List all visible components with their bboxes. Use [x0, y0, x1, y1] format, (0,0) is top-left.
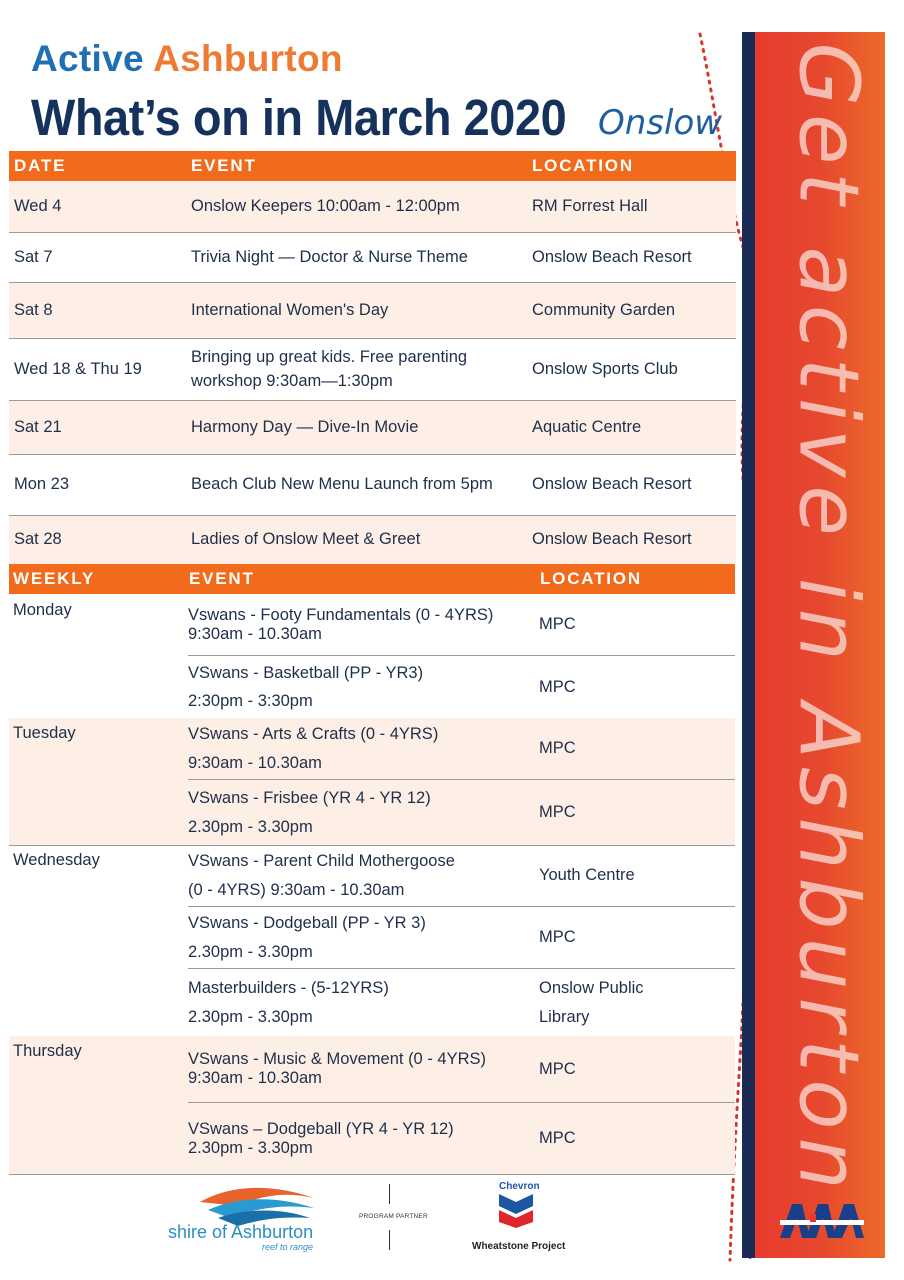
- event-name: Ladies of Onslow Meet & Greet: [191, 530, 421, 549]
- chevron-logo: [499, 1194, 533, 1228]
- weekly-location: MPC: [539, 1129, 576, 1148]
- weekly-location: MPC: [539, 803, 576, 822]
- wheatstone-project-name: Wheatstone Project: [472, 1241, 566, 1252]
- page-title: What’s on in March 2020: [31, 89, 567, 146]
- list-item: [188, 780, 735, 845]
- shire-name: shire of Ashburton: [168, 1222, 314, 1242]
- event-line1: VSwans – Dodgeball (YR 4 - YR 12): [188, 1119, 454, 1138]
- town-name: Onslow: [598, 103, 723, 143]
- header-weekly: WEEKLY: [13, 569, 95, 588]
- event-date: Sat 21: [14, 417, 62, 436]
- event-location: Onslow Beach Resort: [532, 247, 692, 266]
- event-name: International Women's Day: [191, 300, 389, 319]
- header-location: LOCATION: [532, 156, 634, 175]
- weekly-location: MPC: [539, 1059, 576, 1078]
- partner-divider: [389, 1230, 390, 1250]
- header-event: EVENT: [191, 156, 257, 175]
- list-item: [188, 718, 735, 780]
- event-line1: VSwans - Arts & Crafts (0 - 4YRS): [188, 725, 439, 744]
- weekly-event: [188, 1103, 454, 1174]
- weekly-day-group: [9, 718, 735, 845]
- event-name: Bringing up great kids. Free parenting workshop 9:30am—1:30pm: [191, 347, 468, 390]
- event-date: Wed 4: [14, 196, 62, 215]
- weekly-day: Thursday: [13, 1042, 82, 1060]
- event-line1: Vswans - Footy Fundamentals (0 - 4YRS): [188, 605, 494, 624]
- event-line2: 2.30pm - 3.30pm: [188, 1007, 313, 1026]
- chevron-name: Chevron: [499, 1181, 540, 1192]
- weekly-location: MPC: [539, 928, 576, 947]
- weekly-event: [188, 780, 431, 845]
- event-name: Harmony Day — Dive-In Movie: [191, 417, 419, 436]
- event-name: Onslow Keepers 10:00am - 12:00pm: [191, 196, 460, 215]
- list-item: [188, 1103, 735, 1174]
- table-row: [9, 283, 736, 339]
- table-row: [9, 181, 736, 233]
- event-date: Sat 28: [14, 530, 62, 549]
- footer-divider: [9, 1174, 735, 1175]
- event-name: Trivia Night — Doctor & Nurse Theme: [191, 247, 468, 266]
- event-line2: 9:30am - 10.30am: [188, 624, 322, 643]
- event-date: Sat 7: [14, 247, 53, 266]
- list-item: [188, 656, 735, 718]
- weekly-day-group: [9, 1036, 735, 1174]
- weekly-event: [188, 969, 389, 1036]
- weekly-day: Monday: [13, 601, 72, 619]
- event-location: Onslow Beach Resort: [532, 530, 692, 549]
- table-row: [9, 339, 736, 401]
- program-partner-label: PROGRAM PARTNER: [359, 1213, 428, 1220]
- weekly-day-group: [9, 845, 735, 1036]
- event-location: Onslow Beach Resort: [532, 475, 692, 494]
- weekly-event: [188, 718, 438, 779]
- event-line1: Masterbuilders - (5-12YRS): [188, 979, 389, 998]
- event-line2: (0 - 4YRS) 9:30am - 10.30am: [188, 880, 405, 899]
- events-table-header: [9, 151, 736, 181]
- event-line1: VSwans - Basketball (PP - YR3): [188, 663, 424, 682]
- event-line1: VSwans - Frisbee (YR 4 - YR 12): [188, 789, 431, 808]
- event-line2: 9:30am - 10.30am: [188, 753, 322, 772]
- table-row: [9, 455, 736, 516]
- event-line1: VSwans - Parent Child Mothergoose: [188, 852, 455, 871]
- header-date: DATE: [14, 156, 67, 175]
- brand-title: [31, 38, 343, 80]
- list-item: [188, 907, 735, 969]
- brand-part1: Active: [31, 38, 144, 79]
- location-line2: Library: [539, 1007, 590, 1026]
- weekly-day: Wednesday: [13, 851, 100, 869]
- weekly-event: [188, 845, 455, 906]
- event-date: Sat 8: [14, 300, 53, 319]
- partner-divider: [389, 1184, 390, 1204]
- location-line1: Onslow Public: [539, 979, 644, 998]
- side-banner-text: Get active in Ashburton: [780, 42, 876, 1198]
- weekly-day: Tuesday: [13, 724, 76, 742]
- weekly-location: MPC: [539, 677, 576, 696]
- event-line2: 9:30am - 10.30am: [188, 1069, 322, 1087]
- event-line1: VSwans - Music & Movement (0 - 4YRS): [188, 1050, 486, 1069]
- event-location: Onslow Sports Club: [532, 359, 678, 378]
- weekly-day-group: [9, 594, 735, 718]
- weekly-event: [188, 1036, 486, 1102]
- event-location: RM Forrest Hall: [532, 196, 648, 215]
- event-name: Beach Club New Menu Launch from 5pm: [191, 475, 493, 494]
- event-location: Aquatic Centre: [532, 417, 642, 436]
- event-location: Community Garden: [532, 300, 676, 319]
- side-banner-stripe: [742, 32, 755, 1258]
- list-item: [188, 594, 735, 656]
- weekly-event: [188, 907, 426, 968]
- event-date: Mon 23: [14, 475, 70, 494]
- list-item: [188, 845, 735, 907]
- header-location: LOCATION: [540, 569, 642, 588]
- event-line2: 2:30pm - 3:30pm: [188, 692, 313, 710]
- table-row: [9, 516, 736, 564]
- table-row: [9, 233, 736, 283]
- header-event: EVENT: [189, 569, 255, 588]
- event-line2: 2.30pm - 3.30pm: [188, 817, 313, 836]
- list-item: [188, 1036, 735, 1103]
- brand-part2: Ashburton: [153, 38, 343, 79]
- event-date: Wed 18 & Thu 19: [14, 359, 142, 378]
- aaa-logo: [780, 1200, 864, 1238]
- weekly-event: [188, 656, 423, 718]
- shire-tagline: reef to range: [262, 1242, 314, 1252]
- event-line1: VSwans - Dodgeball (PP - YR 3): [188, 914, 426, 933]
- event-line2: 2.30pm - 3.30pm: [188, 1138, 313, 1157]
- table-row: [9, 401, 736, 455]
- list-item: [188, 969, 735, 1036]
- weekly-location: Youth Centre: [539, 866, 635, 885]
- weekly-location: MPC: [539, 739, 576, 758]
- weekly-location: MPC: [539, 615, 576, 634]
- event-line2: 2.30pm - 3.30pm: [188, 942, 313, 961]
- weekly-location: [539, 969, 644, 1036]
- weekly-event: [188, 594, 493, 655]
- weekly-table-header: [9, 564, 735, 594]
